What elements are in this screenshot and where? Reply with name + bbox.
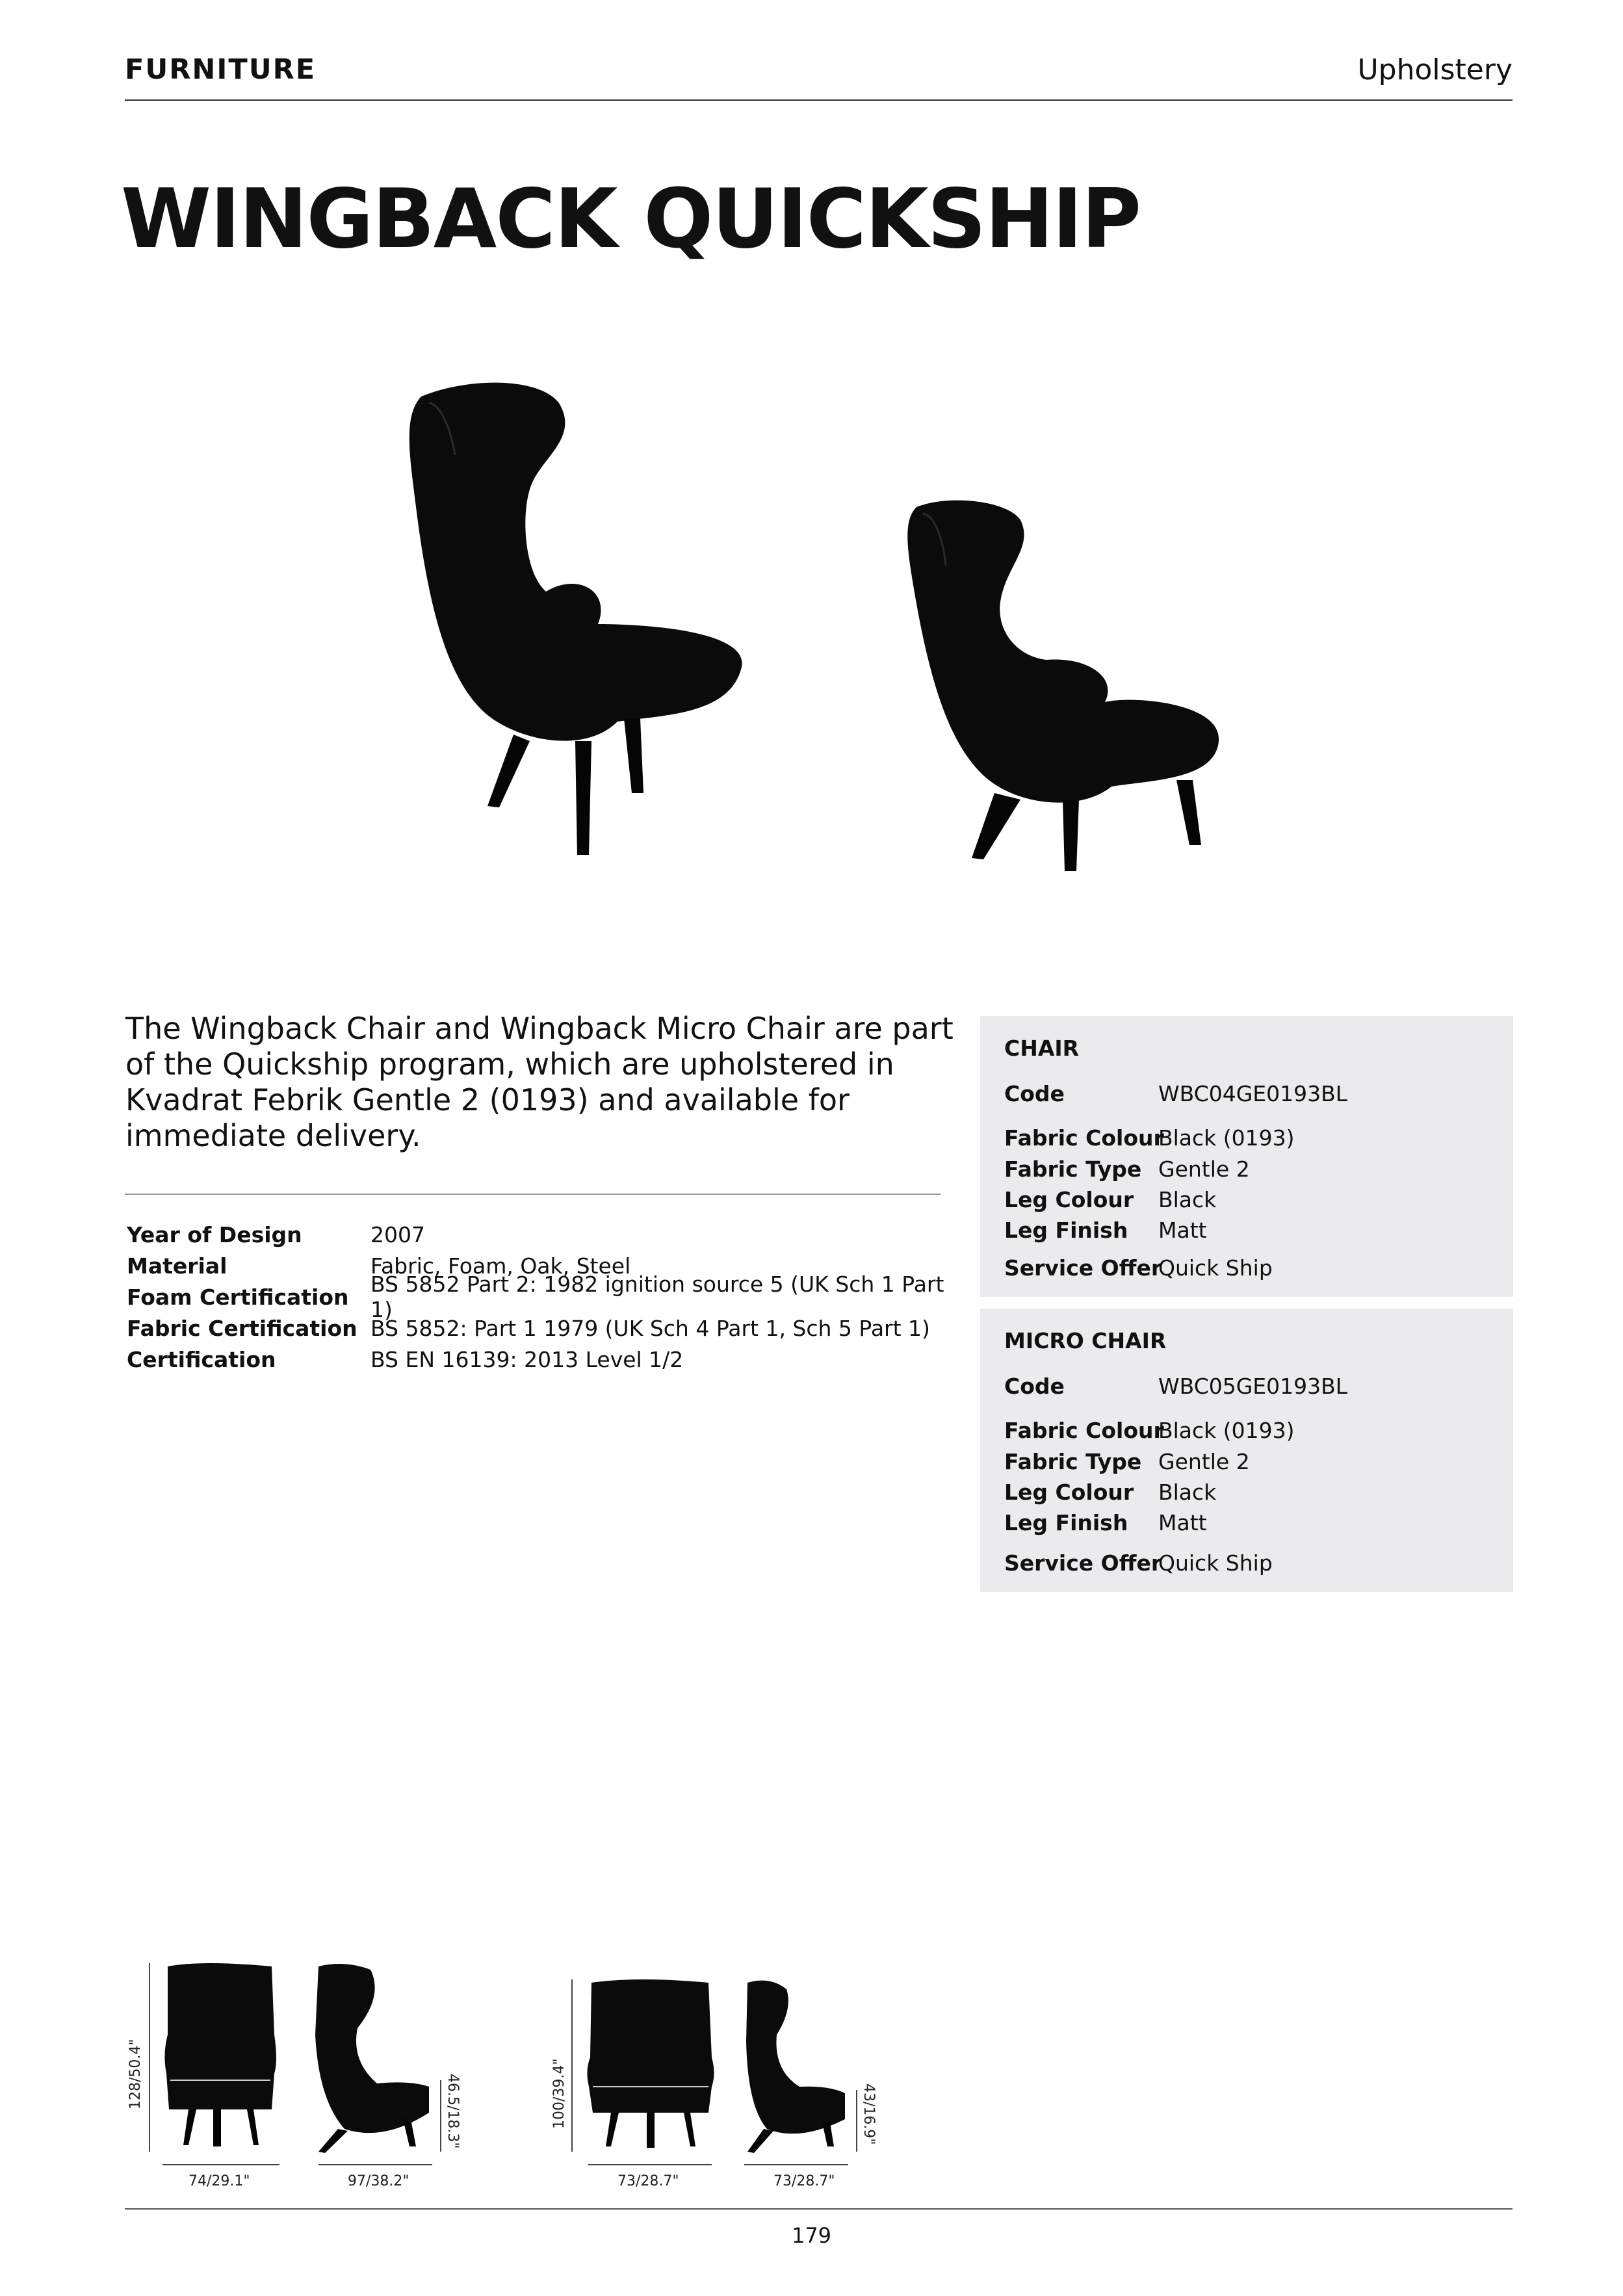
box-value: Gentle 2 <box>1158 1449 1250 1474</box>
box-value: WBC04GE0193BL <box>1158 1081 1348 1106</box>
box-label: Fabric Type <box>1004 1449 1142 1474</box>
box-label: Service Offer <box>1004 1550 1162 1576</box>
spec-value: BS 5852 Part 2: 1982 ignition source 5 (UK Sch 1 Part 1) <box>370 1272 944 1322</box>
chair-side-drawing <box>315 1964 461 2189</box>
wingback-micro-chair-image <box>897 494 1235 871</box>
box-value: Matt <box>1158 1218 1207 1243</box>
box-label: Leg Finish <box>1004 1510 1128 1535</box>
chair-front-drawing <box>127 1963 279 2189</box>
spec-label: Material <box>127 1253 227 1279</box>
box-value: Matt <box>1158 1510 1207 1535</box>
spec-row-foam-certification <box>127 1272 972 1322</box>
spec-label: Foam Certification <box>127 1284 349 1310</box>
box-label: Leg Finish <box>1004 1218 1128 1243</box>
page-title: WINGBACK QUICKSHIP <box>121 171 1141 267</box>
page-number: 179 <box>791 2223 832 2248</box>
box-row-leg-colour <box>1004 1480 1216 1505</box>
dimension-drawings <box>123 1957 923 2197</box>
spec-row-year <box>127 1219 972 1250</box>
box-label: Service Offer <box>1004 1255 1162 1281</box>
chair-depth-label: 97/38.2" <box>348 2173 409 2189</box>
chair-height-label: 128/50.4" <box>127 2039 144 2109</box>
box-label: Leg Colour <box>1004 1187 1134 1212</box>
box-row-leg-finish <box>1004 1218 1207 1243</box>
chair-spec-box <box>980 1016 1513 1297</box>
spec-value: BS 5852: Part 1 1979 (UK Sch 4 Part 1, Sch 5 Part 1) <box>370 1315 930 1341</box>
box-row-leg-finish <box>1004 1510 1207 1535</box>
footer-divider <box>125 2208 1513 2210</box>
spec-row-certification <box>127 1344 972 1375</box>
box-row-fabric-type <box>1004 1449 1250 1474</box>
box-value: Quick Ship <box>1158 1550 1273 1576</box>
section-label: FURNITURE <box>125 53 317 86</box>
micro-seat-height-label: 43/16.9" <box>861 2083 877 2145</box>
box-value: WBC05GE0193BL <box>1158 1374 1348 1399</box>
box-row-code <box>1004 1081 1347 1106</box>
spec-label: Year of Design <box>127 1221 302 1247</box>
box-value: Black (0193) <box>1158 1418 1295 1443</box>
box-value: Black (0193) <box>1158 1125 1295 1151</box>
box-value: Quick Ship <box>1158 1255 1273 1281</box>
spec-list <box>127 1219 972 1375</box>
micro-chair-front-drawing <box>551 1979 714 2189</box>
category-label: Upholstery <box>1357 53 1513 86</box>
description-divider <box>125 1194 941 1195</box>
box-label: Code <box>1004 1374 1065 1399</box>
box-value: Black <box>1158 1187 1217 1212</box>
micro-width-label: 73/28.7" <box>617 2173 679 2189</box>
box-label: Code <box>1004 1081 1065 1106</box>
spec-row-fabric-certification <box>127 1312 972 1344</box>
box-row-service-offer <box>1004 1550 1273 1576</box>
box-title: MICRO CHAIR <box>1004 1328 1167 1353</box>
box-row-leg-colour <box>1004 1187 1216 1212</box>
spec-value: BS EN 16139: 2013 Level 1/2 <box>370 1346 684 1372</box>
micro-chair-spec-box <box>980 1309 1513 1592</box>
box-value: Gentle 2 <box>1158 1156 1250 1182</box>
box-label: Leg Colour <box>1004 1480 1134 1505</box>
chair-width-label: 74/29.1" <box>188 2173 250 2189</box>
box-title: CHAIR <box>1004 1036 1080 1061</box>
box-label: Fabric Colour <box>1004 1418 1164 1443</box>
spec-value: 2007 <box>370 1221 425 1247</box>
micro-depth-label: 73/28.7" <box>773 2173 835 2189</box>
spec-value: Fabric, Foam, Oak, Steel <box>370 1253 631 1279</box>
spec-label: Certification <box>127 1346 276 1372</box>
box-row-fabric-colour <box>1004 1418 1295 1443</box>
header-divider <box>125 99 1513 101</box>
micro-height-label: 100/39.4" <box>551 2058 567 2129</box>
box-row-service-offer <box>1004 1255 1273 1281</box>
wingback-chair-image <box>390 377 767 897</box>
box-row-fabric-type <box>1004 1156 1250 1182</box>
box-label: Fabric Type <box>1004 1156 1142 1182</box>
box-value: Black <box>1158 1480 1217 1505</box>
chair-seat-height-label: 46.5/18.3" <box>445 2074 461 2149</box>
micro-chair-side-drawing <box>744 1981 877 2189</box>
box-row-fabric-colour <box>1004 1125 1295 1151</box>
box-row-code <box>1004 1374 1347 1399</box>
box-label: Fabric Colour <box>1004 1125 1164 1151</box>
spec-label: Fabric Certification <box>127 1315 357 1341</box>
product-description: The Wingback Chair and Wingback Micro Chair are part of the Quickship program, which are upholstered in Kvadrat Febrik Gentle 2 (0193) and available for immediate delivery. <box>125 1011 954 1153</box>
